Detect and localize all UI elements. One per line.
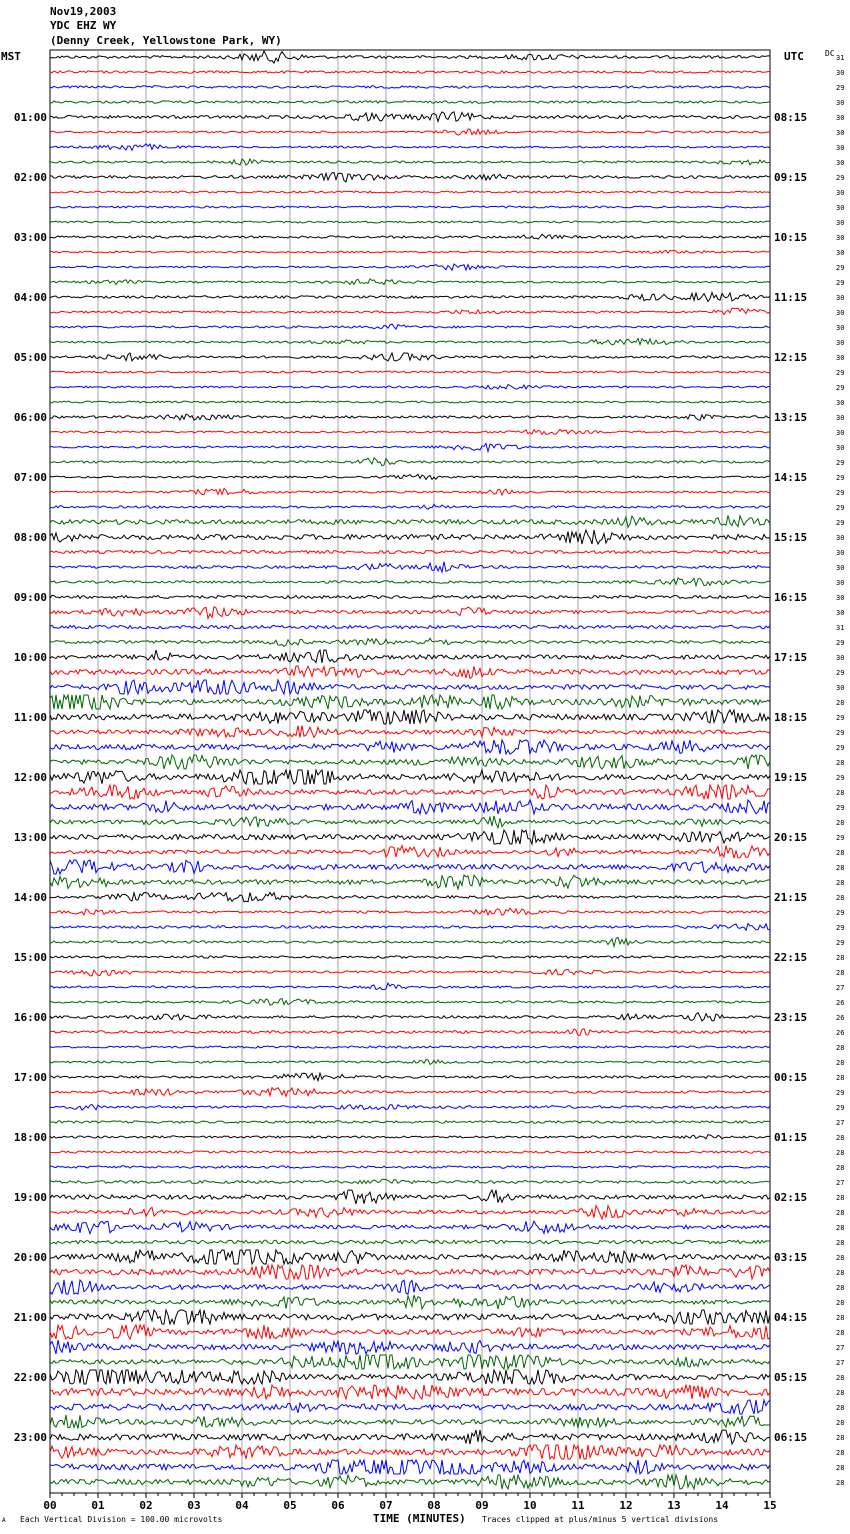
trace-row — [50, 650, 770, 663]
trace-row — [50, 1135, 770, 1139]
trace-row — [50, 1013, 770, 1021]
utc-hour-label: 19:15 — [774, 771, 808, 784]
trace-row — [50, 625, 770, 628]
trace-row — [50, 221, 770, 223]
dc-value: 30 — [836, 204, 845, 212]
dc-value: 28 — [836, 1434, 845, 1442]
dc-value: 28 — [836, 1164, 845, 1172]
dc-value: 28 — [836, 1224, 845, 1232]
dc-value: 29 — [836, 459, 845, 467]
mst-hour-label: 07:00 — [13, 471, 47, 484]
dc-value: 28 — [836, 789, 845, 797]
dc-value: 29 — [836, 84, 845, 92]
trace-row — [50, 695, 770, 709]
dc-value: 29 — [836, 384, 845, 392]
dc-value: 28 — [836, 1044, 845, 1052]
dc-value: 30 — [836, 414, 845, 422]
dc-value: 26 — [836, 999, 845, 1007]
trace-row — [50, 875, 770, 889]
x-tick-label: 00 — [43, 1499, 57, 1512]
trace-row — [50, 159, 770, 165]
trace-row — [50, 770, 770, 784]
trace-row — [50, 1151, 770, 1153]
trace-row — [50, 530, 770, 544]
trace-row — [50, 1265, 770, 1279]
trace-row — [50, 726, 770, 738]
trace-row — [50, 680, 770, 694]
utc-hour-label: 14:15 — [774, 471, 808, 484]
trace-row — [50, 1221, 770, 1234]
dc-value: 28 — [836, 1254, 845, 1262]
x-tick-label: 09 — [475, 1499, 489, 1512]
dc-value: 30 — [836, 99, 845, 107]
utc-hour-label: 10:15 — [774, 231, 808, 244]
trace-row — [50, 892, 770, 901]
header-station: YDC EHZ WY — [50, 19, 117, 32]
dc-value: 29 — [836, 369, 845, 377]
trace-row — [50, 1310, 770, 1324]
dc-value: 27 — [836, 1359, 845, 1367]
dc-value: 27 — [836, 1179, 845, 1187]
x-tick-label: 10 — [523, 1499, 537, 1512]
dc-value: 30 — [836, 219, 845, 227]
x-tick-label: 02 — [139, 1499, 153, 1512]
dc-value: 28 — [836, 1269, 845, 1277]
x-tick-label: 11 — [571, 1499, 585, 1512]
dc-value: 27 — [836, 1119, 845, 1127]
trace-row — [50, 1340, 770, 1354]
mst-hour-label: 09:00 — [13, 591, 47, 604]
dc-value: 28 — [836, 1149, 845, 1157]
trace-row — [50, 371, 770, 373]
trace-row — [50, 1029, 770, 1036]
trace-row — [50, 1046, 770, 1048]
dc-value: 29 — [836, 939, 845, 947]
dc-value: 31 — [836, 54, 845, 62]
dc-value: 28 — [836, 1194, 845, 1202]
dc-value: 29 — [836, 264, 845, 272]
trace-row — [50, 578, 770, 586]
utc-hour-label: 21:15 — [774, 891, 808, 904]
mst-hour-label: 23:00 — [13, 1431, 47, 1444]
dc-value: 28 — [836, 1329, 845, 1337]
trace-row — [50, 1400, 770, 1414]
trace-row — [50, 1088, 770, 1097]
trace-row — [50, 112, 770, 122]
utc-hour-label: 20:15 — [774, 831, 808, 844]
dc-value: 30 — [836, 144, 845, 152]
utc-hour-label: 12:15 — [774, 351, 808, 364]
trace-row — [50, 1445, 770, 1459]
dc-value: 28 — [836, 1464, 845, 1472]
utc-hour-label: 22:15 — [774, 951, 808, 964]
dc-value: 29 — [836, 489, 845, 497]
dc-value: 30 — [836, 609, 845, 617]
trace-row — [50, 1206, 770, 1219]
dc-value: 30 — [836, 534, 845, 542]
dc-value: 30 — [836, 189, 845, 197]
utc-hour-label: 05:15 — [774, 1371, 808, 1384]
dc-value: 29 — [836, 474, 845, 482]
trace-row — [50, 1121, 770, 1123]
trace-row — [50, 86, 770, 88]
dc-value: 29 — [836, 804, 845, 812]
trace-row — [50, 144, 770, 151]
dc-value: 30 — [836, 444, 845, 452]
dc-value: 28 — [836, 759, 845, 767]
trace-row — [50, 429, 770, 434]
dc-value: 28 — [836, 1299, 845, 1307]
trace-row — [50, 969, 770, 976]
utc-hour-label: 01:15 — [774, 1131, 808, 1144]
dc-value: 28 — [836, 1374, 845, 1382]
dc-value: 27 — [836, 1344, 845, 1352]
trace-row — [50, 710, 770, 724]
utc-hour-label: 16:15 — [774, 591, 808, 604]
trace-row — [50, 250, 770, 253]
dc-value: 26 — [836, 1029, 845, 1037]
mst-hour-label: 11:00 — [13, 711, 47, 724]
dc-value: 28 — [836, 954, 845, 962]
trace-row — [50, 458, 770, 466]
dc-value: 30 — [836, 114, 845, 122]
trace-row — [50, 607, 770, 619]
trace-row — [50, 937, 770, 946]
trace-row — [50, 1073, 770, 1081]
dc-value: 30 — [836, 654, 845, 662]
dc-value: 28 — [836, 1404, 845, 1412]
utc-hour-label: 17:15 — [774, 651, 808, 664]
trace-row — [50, 515, 770, 527]
trace-row — [50, 999, 770, 1006]
mst-hour-label: 08:00 — [13, 531, 47, 544]
trace-row — [50, 846, 770, 859]
mst-hour-label: 16:00 — [13, 1011, 47, 1024]
mst-hour-label: 17:00 — [13, 1071, 47, 1084]
x-tick-label: 14 — [715, 1499, 729, 1512]
utc-hour-label: 23:15 — [774, 1011, 808, 1024]
dc-value: 30 — [836, 234, 845, 242]
dc-value: 30 — [836, 159, 845, 167]
dc-value: 28 — [836, 1314, 845, 1322]
dc-value: 30 — [836, 564, 845, 572]
trace-row — [50, 1370, 770, 1384]
trace-row — [50, 71, 770, 73]
dc-value: 29 — [836, 174, 845, 182]
utc-hour-label: 06:15 — [774, 1431, 808, 1444]
utc-axis-label: UTC — [784, 50, 804, 63]
mst-hour-label: 04:00 — [13, 291, 47, 304]
trace-row — [50, 353, 770, 361]
trace-row — [50, 1415, 770, 1429]
mst-axis-label: MST — [1, 50, 21, 63]
dc-value: 29 — [836, 519, 845, 527]
dc-value: 30 — [836, 549, 845, 557]
trace-row — [50, 173, 770, 182]
dc-value: 29 — [836, 744, 845, 752]
dc-value: 29 — [836, 669, 845, 677]
utc-hour-label: 13:15 — [774, 411, 808, 424]
x-axis-title: TIME (MINUTES) — [373, 1512, 466, 1525]
dc-value: 28 — [836, 699, 845, 707]
clip-note: Traces clipped at plus/minus 5 vertical divisions — [482, 1515, 719, 1524]
utc-hour-label: 02:15 — [774, 1191, 808, 1204]
utc-hour-label: 08:15 — [774, 111, 808, 124]
trace-row — [50, 1179, 770, 1184]
corner-mark: A — [2, 1517, 6, 1524]
dc-value: 29 — [836, 729, 845, 737]
dc-value: 30 — [836, 324, 845, 332]
dc-value: 28 — [836, 1479, 845, 1487]
dc-value: 30 — [836, 294, 845, 302]
header-location: (Denny Creek, Yellowstone Park, WY) — [50, 34, 282, 47]
dc-value: 30 — [836, 339, 845, 347]
header-date: Nov19,2003 — [50, 5, 117, 18]
mst-hour-label: 22:00 — [13, 1371, 47, 1384]
trace-row — [50, 308, 770, 314]
utc-hour-label: 04:15 — [774, 1311, 808, 1324]
dc-value: 26 — [836, 1014, 845, 1022]
trace-row — [50, 595, 770, 598]
trace-row — [50, 1460, 770, 1474]
dc-value: 30 — [836, 354, 845, 362]
x-tick-label: 05 — [283, 1499, 297, 1512]
trace-row — [50, 956, 770, 958]
x-tick-label: 01 — [91, 1499, 105, 1512]
dc-value: 30 — [836, 69, 845, 77]
trace-row — [50, 550, 770, 553]
dc-value: 28 — [836, 1134, 845, 1142]
scale-note: Each Vertical Division = 100.00 microvolts — [20, 1515, 223, 1524]
trace-row — [50, 385, 770, 390]
trace-row — [50, 638, 770, 646]
dc-value: 30 — [836, 249, 845, 257]
trace-row — [50, 293, 770, 302]
dc-value: 30 — [836, 429, 845, 437]
dc-value: 30 — [836, 579, 845, 587]
dc-value: 28 — [836, 1074, 845, 1082]
mst-hour-label: 21:00 — [13, 1311, 47, 1324]
dc-value: 28 — [836, 894, 845, 902]
mst-hour-label: 06:00 — [13, 411, 47, 424]
trace-row — [50, 51, 770, 63]
trace-row — [50, 666, 770, 679]
trace-row — [50, 983, 770, 990]
dc-value: 28 — [836, 849, 845, 857]
trace-row — [50, 444, 770, 452]
trace-row — [50, 279, 770, 285]
trace-row — [50, 755, 770, 769]
x-tick-label: 07 — [379, 1499, 393, 1512]
dc-value: 28 — [836, 1209, 845, 1217]
dc-value: 29 — [836, 909, 845, 917]
dc-label: DC — [825, 49, 835, 58]
utc-hour-label: 11:15 — [774, 291, 808, 304]
x-tick-label: 08 — [427, 1499, 441, 1512]
x-tick-label: 03 — [187, 1499, 201, 1512]
mst-hour-label: 18:00 — [13, 1131, 47, 1144]
dc-value: 28 — [836, 969, 845, 977]
trace-row — [50, 1430, 770, 1444]
dc-value: 29 — [836, 279, 845, 287]
dc-value: 28 — [836, 1239, 845, 1247]
trace-row — [50, 800, 770, 814]
dc-value: 28 — [836, 864, 845, 872]
trace-row — [50, 562, 770, 572]
mst-hour-label: 13:00 — [13, 831, 47, 844]
x-tick-label: 15 — [763, 1499, 777, 1512]
trace-row — [50, 1355, 770, 1369]
mst-hour-label: 20:00 — [13, 1251, 47, 1264]
trace-row — [50, 1240, 770, 1244]
dc-value: 30 — [836, 684, 845, 692]
trace-row — [50, 1190, 770, 1204]
utc-hour-label: 03:15 — [774, 1251, 808, 1264]
dc-value: 29 — [836, 774, 845, 782]
trace-row — [50, 1280, 770, 1294]
dc-value: 28 — [836, 819, 845, 827]
trace-row — [50, 1385, 770, 1399]
mst-hour-label: 15:00 — [13, 951, 47, 964]
trace-row — [50, 816, 770, 828]
trace-row — [50, 234, 770, 239]
mst-hour-label: 12:00 — [13, 771, 47, 784]
utc-hour-label: 18:15 — [774, 711, 808, 724]
trace-row — [50, 1325, 770, 1339]
dc-value: 30 — [836, 129, 845, 137]
dc-value: 30 — [836, 594, 845, 602]
trace-row — [50, 206, 770, 208]
trace-row — [50, 191, 770, 193]
mst-hour-label: 01:00 — [13, 111, 47, 124]
x-tick-label: 06 — [331, 1499, 345, 1512]
mst-hour-label: 10:00 — [13, 651, 47, 664]
utc-hour-label: 09:15 — [774, 171, 808, 184]
dc-value: 28 — [836, 1389, 845, 1397]
trace-row — [50, 740, 770, 754]
mst-hour-label: 14:00 — [13, 891, 47, 904]
mst-hour-label: 19:00 — [13, 1191, 47, 1204]
trace-row — [50, 1060, 770, 1065]
dc-value: 28 — [836, 1059, 845, 1067]
mst-hour-label: 05:00 — [13, 351, 47, 364]
trace-row — [50, 860, 770, 874]
dc-value: 28 — [836, 1449, 845, 1457]
x-tick-label: 13 — [667, 1499, 681, 1512]
trace-row — [50, 324, 770, 329]
trace-row — [50, 474, 770, 479]
x-tick-label: 04 — [235, 1499, 249, 1512]
dc-value: 29 — [836, 1089, 845, 1097]
trace-row — [50, 504, 770, 509]
trace-row — [50, 129, 770, 135]
trace-row — [50, 101, 770, 103]
trace-row — [50, 401, 770, 403]
x-tick-label: 12 — [619, 1499, 633, 1512]
dc-value: 29 — [836, 639, 845, 647]
dc-value: 28 — [836, 879, 845, 887]
utc-hour-label: 15:15 — [774, 531, 808, 544]
dc-value: 29 — [836, 504, 845, 512]
dc-value: 29 — [836, 714, 845, 722]
trace-row — [50, 1105, 770, 1111]
trace-row — [50, 1475, 770, 1489]
dc-value: 29 — [836, 924, 845, 932]
trace-row — [50, 1166, 770, 1168]
dc-value: 28 — [836, 1284, 845, 1292]
trace-row — [50, 908, 770, 915]
dc-value: 28 — [836, 1419, 845, 1427]
dc-value: 31 — [836, 624, 845, 632]
trace-row — [50, 414, 770, 420]
trace-row — [50, 924, 770, 931]
utc-hour-label: 00:15 — [774, 1071, 808, 1084]
trace-row — [50, 1250, 770, 1264]
trace-row — [50, 489, 770, 496]
trace-row — [50, 264, 770, 270]
mst-hour-label: 02:00 — [13, 171, 47, 184]
trace-row — [50, 830, 770, 844]
trace-row — [50, 338, 770, 345]
dc-value: 27 — [836, 984, 845, 992]
dc-value: 30 — [836, 399, 845, 407]
trace-row — [50, 785, 770, 799]
dc-value: 29 — [836, 1104, 845, 1112]
mst-hour-label: 03:00 — [13, 231, 47, 244]
dc-value: 29 — [836, 834, 845, 842]
dc-value: 30 — [836, 309, 845, 317]
trace-row — [50, 1295, 770, 1309]
